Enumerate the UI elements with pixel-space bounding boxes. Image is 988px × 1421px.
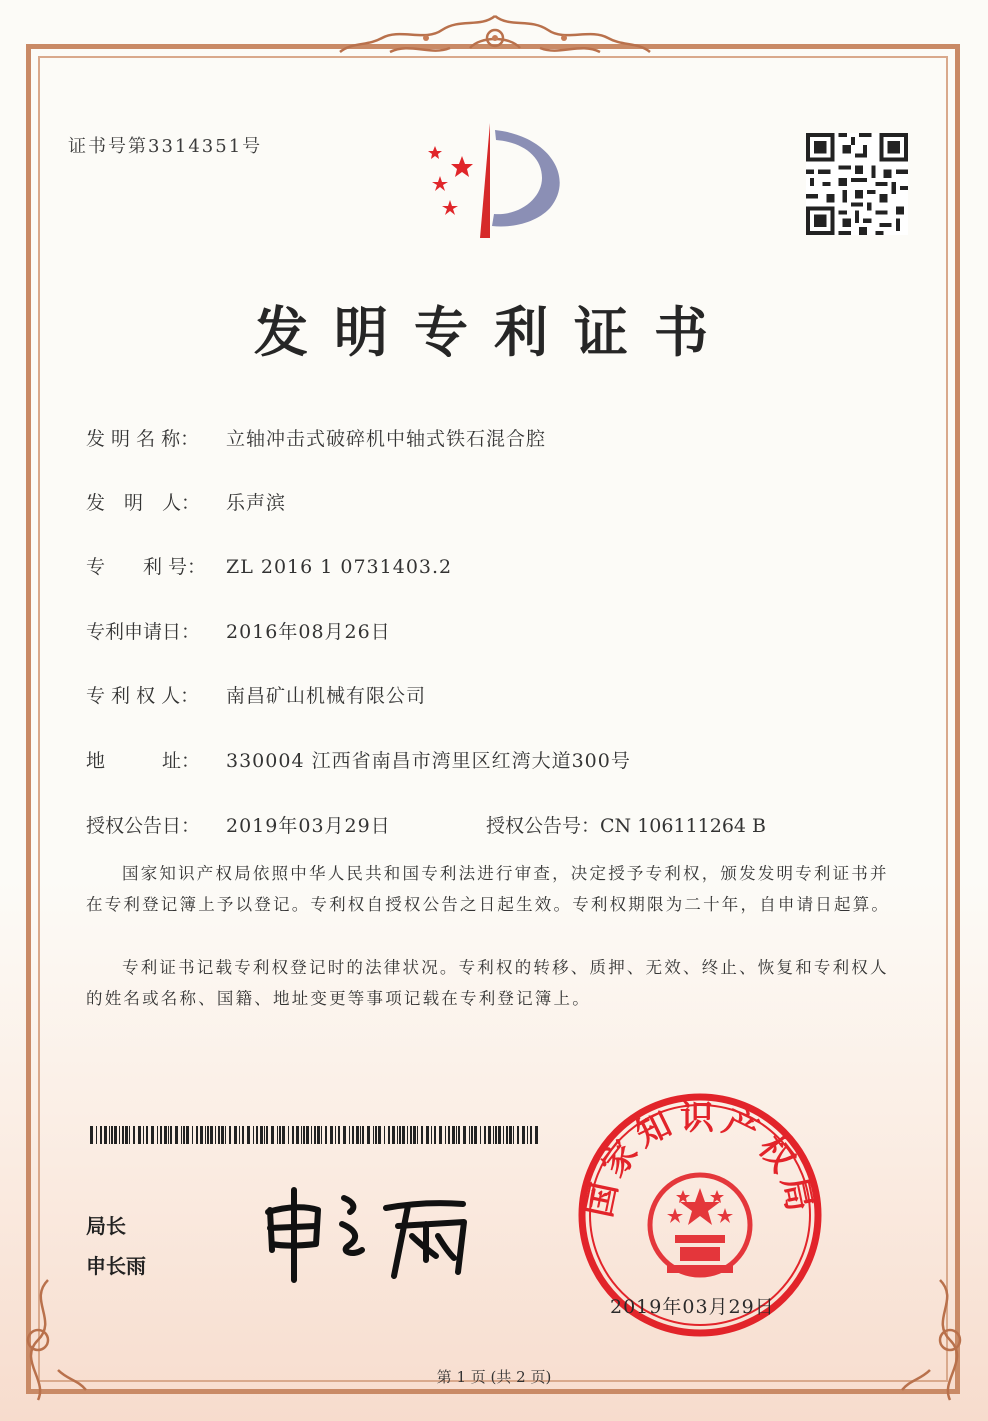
field-application-date — [86, 617, 391, 644]
field-label: 发 明 人： — [86, 492, 201, 514]
leader-title: 局长 — [86, 1214, 126, 1238]
field-inventor — [86, 488, 286, 515]
field-label: 专 利 权 人： — [86, 685, 200, 707]
field-value: 2019年03月29日 — [226, 815, 391, 837]
qr-code-icon — [806, 133, 908, 235]
bottom-left-ornament-icon — [8, 1270, 88, 1410]
field-address — [86, 746, 631, 773]
bottom-right-ornament-icon — [900, 1270, 980, 1410]
field-label: 专利申请日： — [86, 621, 201, 643]
field-announcement-number — [486, 811, 766, 838]
field-value: 南昌矿山机械有限公司 — [226, 685, 427, 707]
seal-date: 2019年03月29日 — [610, 1296, 775, 1318]
signature-icon — [258, 1180, 498, 1290]
field-label: 发 明 名 称： — [86, 428, 200, 450]
field-value: 乐声滨 — [226, 492, 287, 514]
leader-name: 申长雨 — [86, 1254, 146, 1278]
field-patent-number — [86, 552, 452, 579]
certificate-number: 证书号第3314351号 — [68, 136, 263, 157]
certificate-title: 发明专利证书 — [254, 300, 734, 364]
field-label: 授权公告日： — [86, 815, 201, 837]
barcode-icon — [90, 1126, 540, 1144]
top-ornament-icon — [330, 8, 660, 64]
field-patentee — [86, 681, 426, 708]
field-invention-name — [86, 424, 546, 451]
field-value: 330004 江西省南昌市湾里区红湾大道300号 — [226, 750, 631, 772]
field-value: CN 106111264 B — [600, 815, 767, 837]
field-label: 授权公告号： — [486, 815, 601, 837]
paragraph-statement: 国家知识产权局依照中华人民共和国专利法进行审查，决定授予专利权，颁发发明专利证书并在专利登记簿上予以登记。专利权自授权公告之日起生效。专利权期限为二十年，自申请日起算。 — [86, 864, 891, 914]
field-label: 地 址： — [86, 750, 201, 772]
cnipa-logo-icon — [410, 118, 580, 248]
field-value: 2016年08月26日 — [226, 621, 391, 643]
field-value: ZL 2016 1 0731403.2 — [226, 556, 453, 578]
seal-text: 国家知识产权局 — [579, 1098, 821, 1221]
field-value: 立轴冲击式破碎机中轴式铁石混合腔 — [226, 428, 547, 450]
field-label: 专 利 号： — [86, 556, 207, 578]
page-number: 第 1 页 (共 2 页) — [436, 1368, 552, 1386]
field-grant-date — [86, 811, 391, 838]
paragraph-legal-status: 专利证书记载专利权登记时的法律状况。专利权的转移、质押、无效、终止、恢复和专利权人的姓名或名称、国籍、地址变更等事项记载在专利登记簿上。 — [86, 958, 889, 1008]
